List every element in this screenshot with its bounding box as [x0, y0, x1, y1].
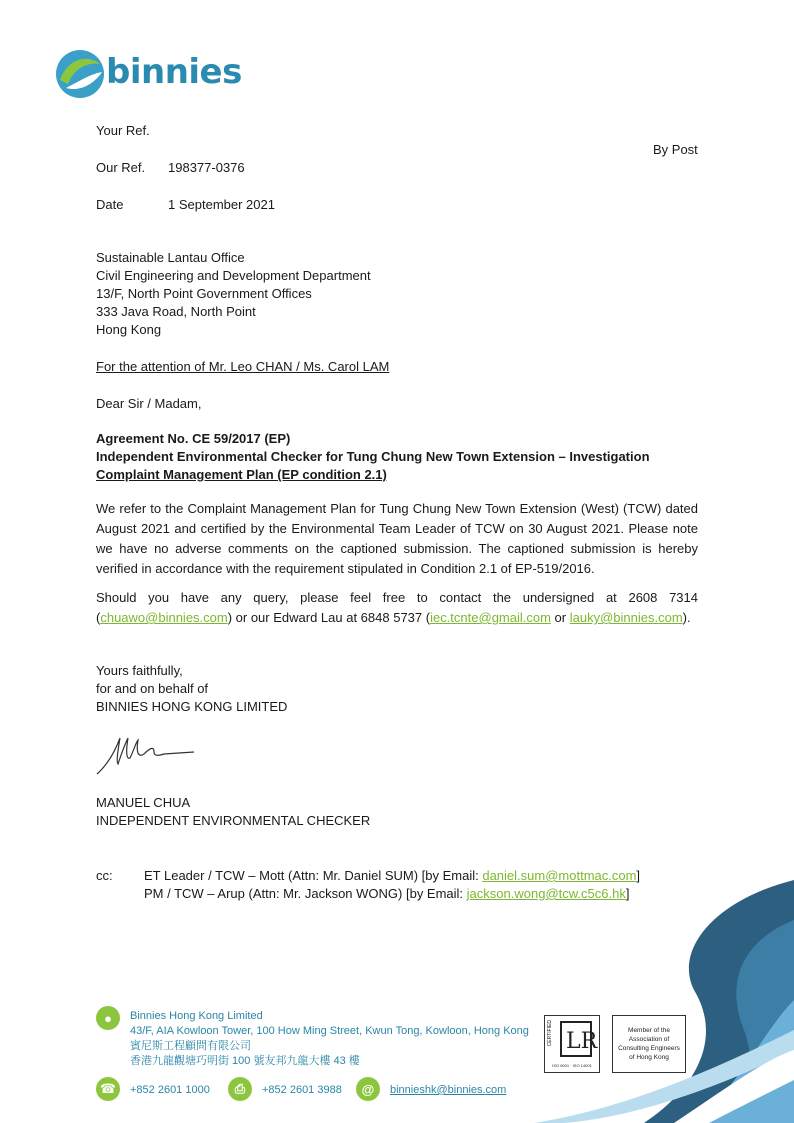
closing-line: for and on behalf of	[96, 681, 209, 696]
footer-address: 43/F, AIA Kowloon Tower, 100 How Ming Street, Kwun Tong, Kowloon, Hong Kong	[130, 1025, 529, 1037]
cc-text: ]	[636, 868, 641, 883]
email-link-jackson-wong[interactable]: jackson.wong@tcw.c5c6.hk	[466, 886, 626, 901]
certification-badge	[544, 1015, 600, 1073]
cc-label: cc:	[96, 868, 113, 883]
closing-line: Yours faithfully,	[96, 663, 183, 678]
body-paragraph-2	[96, 588, 698, 628]
signatory-block	[96, 794, 370, 830]
your-ref-label: Your Ref.	[96, 123, 150, 138]
recipient-address	[96, 249, 371, 339]
subject-line: Agreement No. CE 59/2017 (EP)	[96, 431, 291, 446]
fax-icon: ⎙	[228, 1077, 252, 1101]
body-paragraph-1: We refer to the Complaint Management Plan for Tung Chung New Town Extension (West) (TCW) dated August 2021 and certified by the Environmental Team Leader of TCW on 30 August 2021. Please note we have no adverse comments on the captioned submission. The captioned submission is hereby verified in accordance with the requirement stipulated in Condition 2.1 of EP-519/2016.	[96, 501, 698, 576]
recipient-line: Civil Engineering and Development Department	[96, 268, 371, 283]
recipient-line: 13/F, North Point Government Offices	[96, 286, 312, 301]
footer-address-zh: 香港九龍觀塘巧明街 100 號友邦九龍大樓 43 樓	[130, 1055, 360, 1067]
footer-fax: +852 2601 3988	[262, 1084, 342, 1096]
company-logo	[54, 44, 242, 102]
phone-icon: ☎	[96, 1077, 120, 1101]
recipient-line: Sustainable Lantau Office	[96, 250, 245, 265]
footer-phone: +852 2601 1000	[130, 1084, 210, 1096]
cc-text: ET Leader / TCW – Mott (Attn: Mr. Daniel SUM) [by Email:	[144, 868, 483, 883]
logo-text: binnies	[106, 52, 242, 92]
cc-text: ]	[625, 886, 630, 901]
location-pin-icon: ●	[96, 1006, 120, 1030]
decorative-wave	[494, 880, 794, 1123]
footer-email-link[interactable]: binnieshk@binnies.com	[390, 1084, 507, 1096]
footer-company: Binnies Hong Kong Limited	[130, 1010, 263, 1022]
our-ref-value: 198377-0376	[168, 160, 245, 175]
cert-standard: ISO 9001 · ISO 14001	[552, 1063, 592, 1068]
recipient-line: 333 Java Road, North Point	[96, 304, 256, 319]
our-ref-row	[96, 159, 245, 177]
signatory-name: MANUEL CHUA	[96, 795, 191, 810]
handwritten-signature	[94, 732, 204, 778]
member-text: Member of the Association of Consulting Engineers of Hong Kong	[618, 1027, 680, 1061]
date-label: Date	[96, 197, 124, 212]
footer-company-zh: 賓尼斯工程顧問有限公司	[130, 1040, 251, 1052]
cc-text: PM / TCW – Arup (Attn: Mr. Jackson WONG) [by Email:	[144, 886, 467, 901]
attention-line	[96, 358, 389, 376]
recipient-line: Hong Kong	[96, 322, 162, 337]
svg-text:LR: LR	[566, 1029, 598, 1054]
email-icon: @	[356, 1077, 380, 1101]
association-badge	[612, 1015, 686, 1073]
salutation: Dear Sir / Madam,	[96, 396, 202, 411]
our-ref-label: Our Ref.	[96, 160, 146, 175]
subject-line: Independent Environmental Checker for Tung Chung New Town Extension – Investigation	[96, 449, 650, 464]
closing-line: BINNIES HONG KONG LIMITED	[96, 699, 288, 714]
email-link-chuawo[interactable]: chuawo@binnies.com	[100, 610, 228, 625]
logo-swirl-icon	[54, 44, 106, 102]
email-link-lauky[interactable]: lauky@binnies.com	[569, 610, 683, 625]
cert-label: CERTIFIED	[547, 1020, 553, 1047]
para-text: ).	[682, 610, 691, 625]
email-link-iec[interactable]: iec.tcnte@gmail.com	[430, 610, 551, 625]
date-row	[96, 196, 275, 214]
subject-block	[96, 430, 650, 484]
para-text: Should you have any query, please feel free to contact the undersigned at 2608 7314 (	[96, 590, 698, 625]
footer-address-block	[130, 1009, 529, 1069]
signatory-title: INDEPENDENT ENVIRONMENTAL CHECKER	[96, 813, 371, 828]
delivery-method: By Post	[653, 142, 698, 157]
subject-line: Complaint Management Plan (EP condition 2.1)	[96, 467, 387, 482]
para-text: or	[550, 610, 570, 625]
attention-text: For the attention of Mr. Leo CHAN / Ms. Carol LAM	[96, 359, 390, 374]
closing-block	[96, 662, 287, 716]
date-value: 1 September 2021	[168, 197, 275, 212]
para-text: ) or our Edward Lau at 6848 5737 (	[227, 610, 431, 625]
email-link-daniel-sum[interactable]: daniel.sum@mottmac.com	[482, 868, 637, 883]
